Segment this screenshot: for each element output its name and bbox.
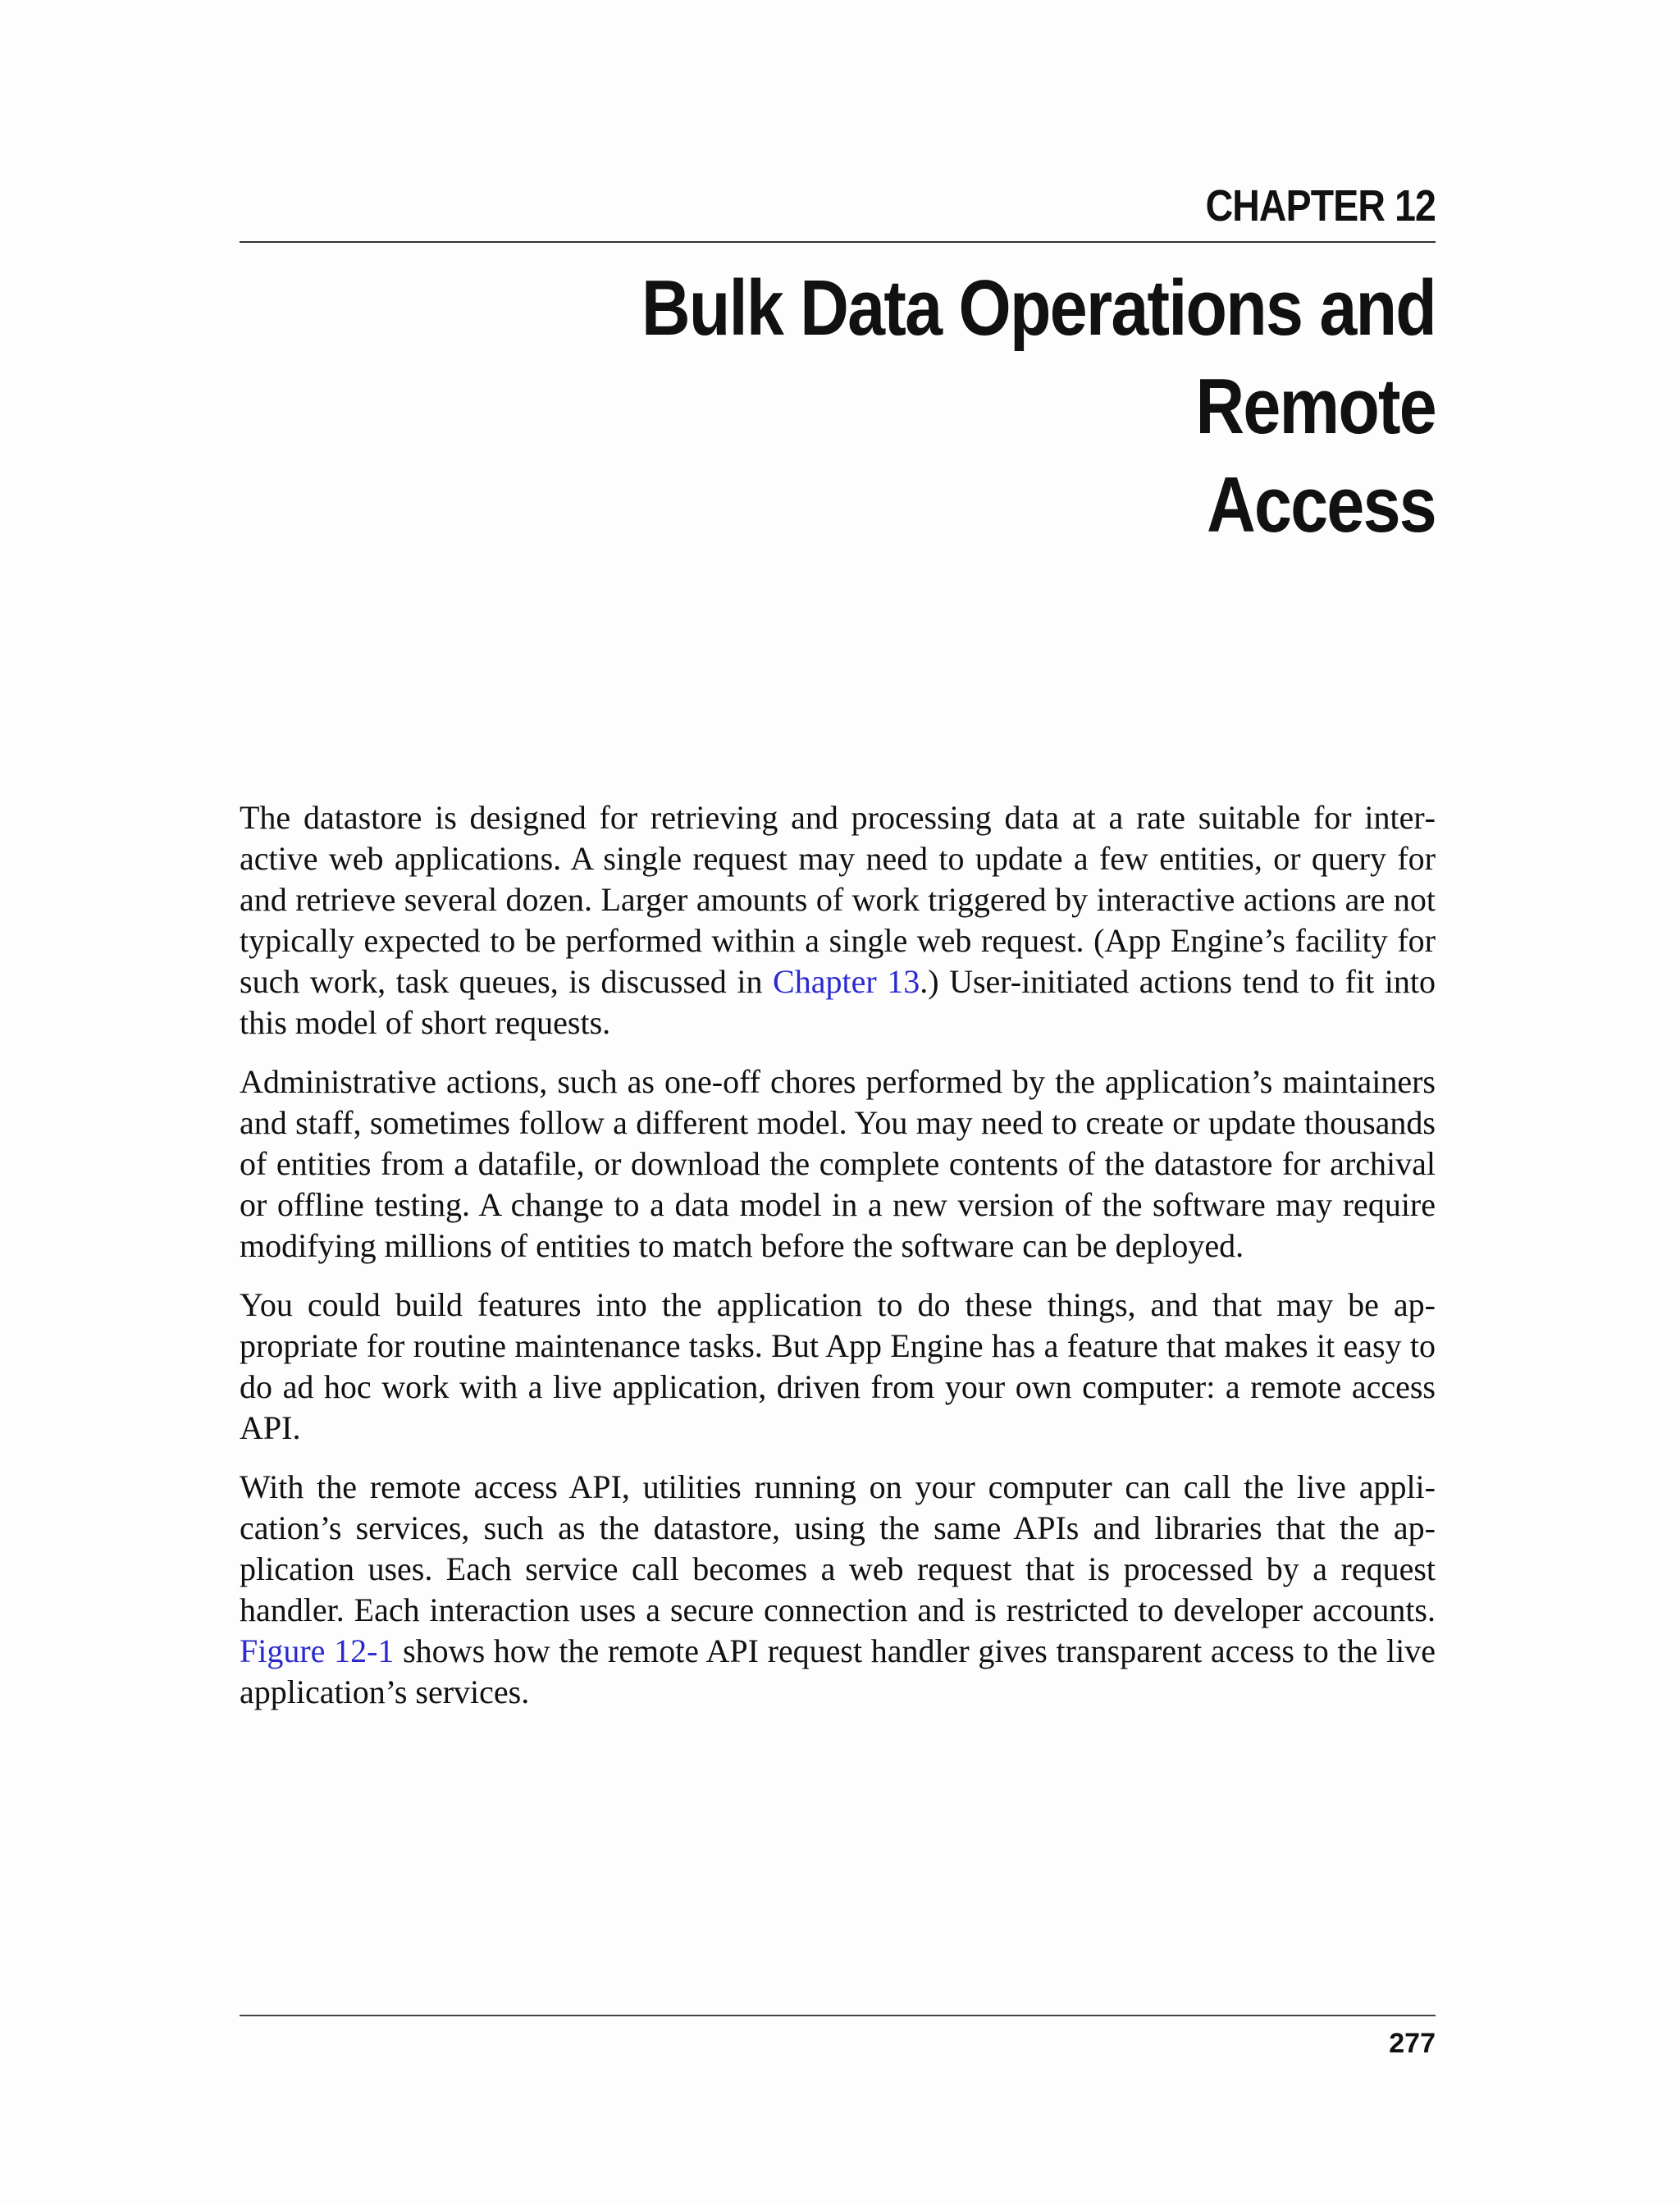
- chapter-title-line-2: Access: [1207, 461, 1436, 549]
- paragraph-2: Administrative actions, such as one-off chores performed by the application’s maintainers and staff, sometimes follow a different model. You may need to create or update thousands of entities from a datafile, or download the complete contents of the datastore for archival or offline testing. A change to a data model in a new version of the software may require modifying millions of entities to match before the software can be deployed.: [240, 1063, 1436, 1264]
- paragraph-4: [240, 1467, 1436, 1713]
- chapter-label: CHAPTER 12: [1205, 181, 1436, 231]
- chapter-divider: [240, 241, 1436, 243]
- page-number: 277: [1389, 2028, 1436, 2059]
- figure-12-1-link[interactable]: Figure 12-1: [240, 1632, 395, 1669]
- paragraph-3: You could build features into the application to do these things, and that may be appropriate for routine maintenance tasks. But App Engine has a feature that makes it easy to do ad hoc work with a live application, driven from your own computer: a remote access API.: [240, 1286, 1436, 1446]
- paragraph-4-text-after: shows how the remote API request handler gives transparent access to the live application’s services.: [240, 1632, 1436, 1710]
- chapter-title-line-1: Bulk Data Operations and Remote: [641, 264, 1436, 450]
- chapter-13-link[interactable]: Chapter 13: [773, 963, 920, 1000]
- body-text: [240, 797, 1436, 1731]
- paragraph-1-text-before: The datastore is designed for retrieving and processing data at a rate suitable for interactive web applications. A single request may need to update a few entities, or query for and retrieve several dozen. Larger amounts of work triggered by interactive actions are not typically expected to be performed within a single web request. (App Engine’s facility for such work, task queues, is discussed in: [240, 799, 1436, 1000]
- paragraph-1-text-after: .) User-initiated actions tend to fit into this model of short requests.: [240, 963, 1436, 1041]
- paragraph-4-text-before: With the remote access API, utilities running on your computer can call the live application’s services, such as the datastore, using the same APIs and libraries that the application uses. Each service call becomes a web request that is processed by a request handler. Each interaction uses a secure connection and is restricted to developer accounts.: [240, 1468, 1436, 1628]
- paragraph-1: [240, 797, 1436, 1043]
- footer-divider: [240, 2015, 1436, 2016]
- chapter-title: [407, 259, 1436, 555]
